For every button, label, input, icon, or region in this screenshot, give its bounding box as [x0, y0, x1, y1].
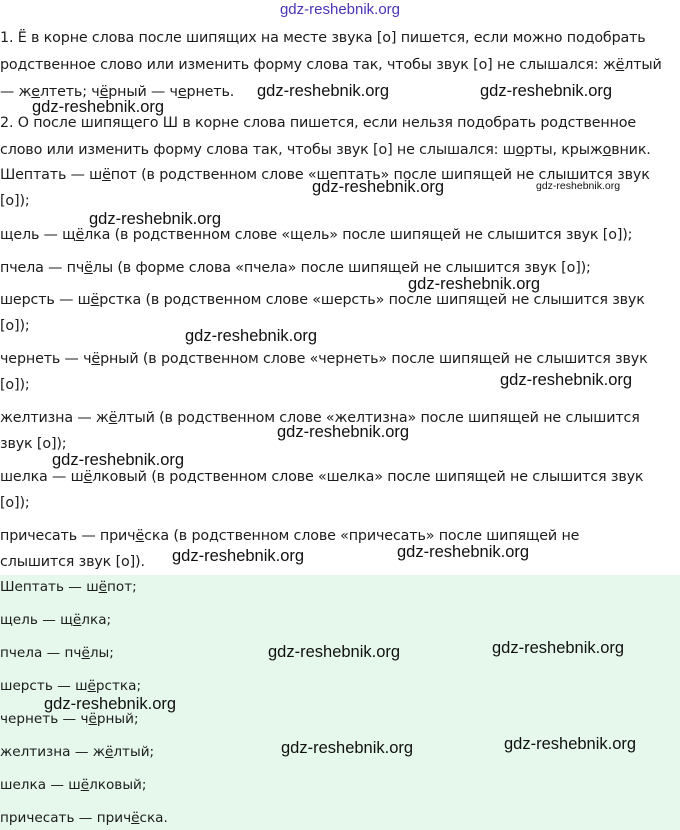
rule1-line2: родственное слово или изменить форму слова так, чтобы звук [о] не слышался: жёлтый — [0, 57, 662, 73]
watermark: gdz-reshebnik.org — [397, 543, 530, 561]
answer-line: шелка — шёлковый; — [0, 777, 147, 793]
watermark: gdz-reshebnik.org — [185, 327, 318, 345]
example-line: [о]); — [0, 377, 30, 393]
rule2-line2: слово или изменить форму слова так, чтобы звук [о] не слышался: шорты, крыжовник. — [0, 142, 651, 158]
watermark: gdz-reshebnik.org — [52, 451, 185, 469]
watermark: gdz-reshebnik.org — [408, 275, 541, 293]
watermark: gdz-reshebnik.org — [480, 82, 613, 100]
example-line: щель — щёлка (в родственном слове «щель» после шипящей не слышится звук [о]); — [0, 227, 633, 243]
answer-line: Шептать — шёпот; — [0, 579, 137, 595]
example-line: желтизна — жёлтый (в родственном слове «желтизна» после шипящей не слышится — [0, 410, 640, 426]
rule1-line1: 1. Ё в корне слова после шипящих на месте звука [о] пишется, если можно подобрать — [0, 30, 646, 46]
example-line: причесать — причёска (в родственном слове «причесать» после шипящей не — [0, 528, 580, 544]
watermark: gdz-reshebnik.org — [172, 547, 305, 565]
watermark: gdz-reshebnik.org — [277, 423, 410, 441]
site-title[interactable]: gdz-reshebnik.org — [279, 1, 401, 18]
watermark: gdz-reshebnik.org — [89, 210, 222, 228]
watermark: gdz-reshebnik.org — [500, 371, 633, 389]
watermark: gdz-reshebnik.org — [312, 178, 445, 196]
watermark: gdz-reshebnik.org — [268, 643, 401, 661]
example-line: пчела — пчёлы (в форме слова «пчела» после шипящей не слышится звук [о]); — [0, 260, 591, 276]
answer-line: чернеть — чёрный; — [0, 711, 139, 727]
example-line: шерсть — шёрстка (в родственном слове «шерсть» после шипящей не слышится звук — [0, 292, 645, 308]
watermark: gdz-reshebnik.org — [504, 735, 637, 753]
rule2-line1: 2. О после шипящего Ш в корне слова пишется, если нельзя подобрать родственное — [0, 115, 637, 131]
example-line: шелка — шёлковый (в родственном слове «шелка» после шипящей не слышится звук — [0, 469, 644, 485]
watermark: gdz-reshebnik.org — [32, 98, 165, 116]
answer-line: желтизна — жёлтый; — [0, 744, 155, 760]
watermark: gdz-reshebnik.org — [281, 739, 414, 757]
example-line: Шептать — шёпот (в родственном слове «шептать» после шипящей не слышится звук — [0, 167, 650, 183]
watermark: gdz-reshebnik.org — [44, 695, 177, 713]
example-line: [о]); — [0, 318, 30, 334]
answer-line: причесать — причёска. — [0, 810, 168, 826]
answer-line: щель — щёлка; — [0, 612, 112, 628]
example-line: слышится звук [о]). — [0, 554, 145, 570]
rule1-line3: — желтеть; чёрный — чернеть. — [0, 84, 235, 100]
answer-line: шерсть — шёрстка; — [0, 678, 142, 694]
watermark: gdz-reshebnik.org — [492, 639, 625, 657]
watermark: gdz-reshebnik.org — [257, 82, 390, 100]
example-line: [о]); — [0, 495, 30, 511]
watermark: gdz-reshebnik.org — [536, 180, 621, 192]
example-line: [о]); — [0, 193, 30, 209]
example-line: чернеть — чёрный (в родственном слове «чернеть» после шипящей не слышится звук — [0, 351, 648, 367]
answer-line: пчела — пчёлы; — [0, 645, 114, 661]
example-line: звук [о]); — [0, 436, 67, 452]
